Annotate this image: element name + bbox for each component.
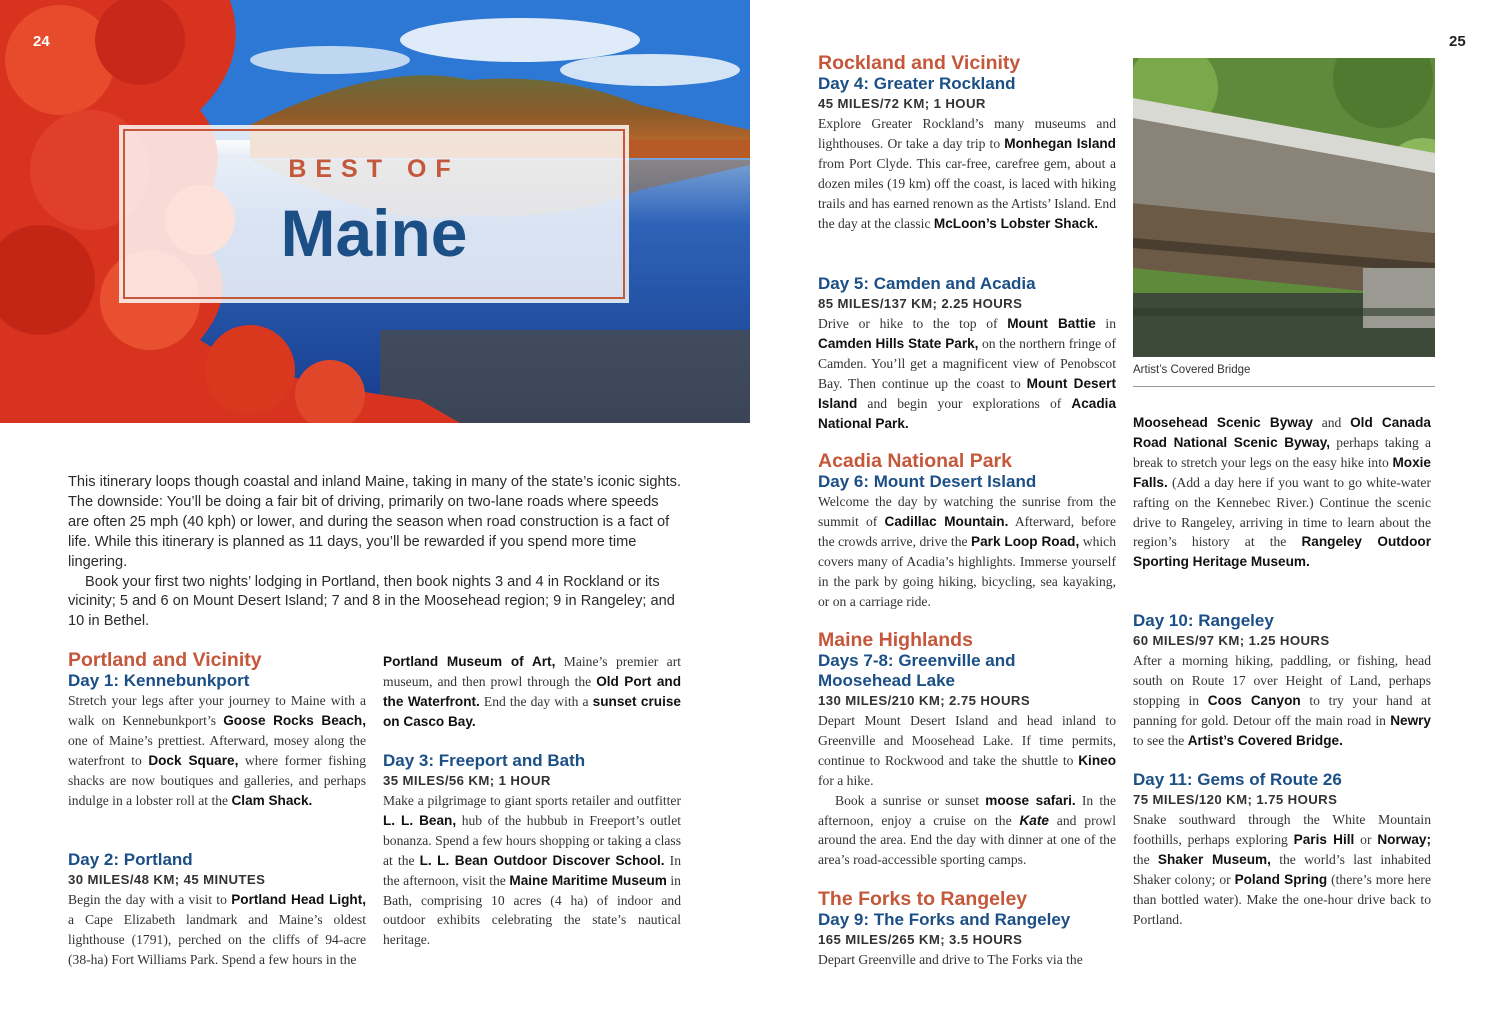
day-paragraph: Depart Greenville and drive to The Forks via the [818,952,1083,967]
title-box [119,125,629,303]
day-paragraph: Stretch your legs after your journey to Maine with a walk on Kennebunkport’s Goose Rocks Beach, one of Maine’s prettiest. Afterward, mosey along the waterfront to Dock Square, where former fishing shacks are now boutiques and galleries, and perhaps indulge in a lobster roll at the Clam Shack. [68,693,367,808]
day-heading: Moosehead Lake [818,671,955,690]
distance-time: 45 MILES/72 KM; 1 HOUR [818,96,986,111]
day-heading: Day 5: Camden and Acadia [818,274,1036,293]
hero-photo [0,0,750,423]
column-3-rockland [818,52,1116,233]
day-heading: Day 11: Gems of Route 26 [1133,770,1342,789]
cloud [400,18,640,62]
page-number-right: 25 [1449,33,1466,50]
day-paragraph: Depart Mount Desert Island and head inland to Greenville and Moosehead Lake. If time permits, continue to Rockwood and take the shuttle to Kineo for a hike. [818,713,1116,788]
covered-bridge-photo [1133,58,1435,357]
column-1 [68,649,366,810]
day-paragraph-continued: Portland Museum of Art, Maine’s premier art museum, and then prowl through the Old Port and the Waterfront. End the day with a sunset cruise on Casco Bay. [383,654,681,729]
day-heading: Day 4: Greater Rockland [818,74,1016,93]
day-paragraph: After a morning hiking, paddling, or fishing, head south on Route 17 over Height of Land, perhaps stopping in Coos Canyon to try your hand at panning for gold. Detour off the main road in Newry to see the Artist’s Covered Bridge. [1133,653,1431,748]
cloud [560,54,740,86]
region-heading: Rockland and Vicinity [818,52,1021,74]
day-heading: Days 7-8: Greenville and [818,651,1016,670]
day-heading: Day 3: Freeport and Bath [383,751,586,770]
day-paragraph: Snake southward through the White Mountain foothills, perhaps exploring Paris Hill or Norway; the Shaker Museum, the world’s last inhabited Shaker colony; or Poland Spring (there’s more here than bottled water). Make the one-hour drive back to Portland. [1133,812,1431,927]
day-paragraph: Drive or hike to the top of Mount Battie in Camden Hills State Park, on the northern fringe of Camden. You’ll get a magnificent view of Penobscot Bay. Then continue up the coast to Mount Desert Island and begin your explorations of Acadia National Park. [818,316,1116,431]
day-paragraph: Begin the day with a visit to Portland Head Light, a Cape Elizabeth landmark and Maine’s oldest lighthouse (1791), perched on the cliffs of 94-acre (38-ha) Fort Williams Park. Spend a few hours in the [68,892,367,967]
column-2-lower [383,751,681,950]
page-number-left: 24 [33,33,50,50]
region-heading: Maine Highlands [818,629,973,651]
distance-time: 165 MILES/265 KM; 3.5 HOURS [818,932,1023,947]
distance-time: 130 MILES/210 KM; 2.75 HOURS [818,693,1031,708]
column-4-day9-continued [1133,413,1431,572]
intro-paragraph: This itinerary loops though coastal and inland Maine, taking in many of the state’s iconic sights. The downside: You’ll be doing a fair bit of driving, primarily on two-lane roads where speeds are often 25 mph (40 kph) or lower, and during the season when road construction is a fact of life. While this itinerary is planned as 11 days, you’ll be rewarded if you spend more time lingering. [68,474,682,570]
day-paragraph: Book a sunrise or sunset moose safari. In the afternoon, enjoy a cruise on the Kate and prowl around the area. End the day with dinner at one of the area’s road-accessible sporting camps. [818,792,1116,868]
intro-text [68,473,683,632]
day-heading: Day 6: Mount Desert Island [818,472,1037,491]
column-4-day11 [1133,770,1431,929]
day-paragraph: Make a pilgrimage to giant sports retailer and outfitter L. L. Bean, hub of the hubbub in Freeport’s outlet bonanza. Spend a few hours shopping or taking a class at the L. L. Bean Outdoor Discover School. In the afternoon, visit the Maine Maritime Museum in Bath, comprising 10 acres (4 ha) of indoor and outdoor exhibits celebrating the state’s nautical heritage. [383,793,682,948]
region-heading: Portland and Vicinity [68,649,262,671]
distance-time: 35 MILES/56 KM; 1 HOUR [383,773,551,788]
distance-time: 30 MILES/48 KM; 45 MINUTES [68,872,266,887]
column-3-forks [818,888,1116,970]
day-heading: Day 2: Portland [68,850,193,869]
page-title: Maine [280,196,468,270]
day-paragraph: Explore Greater Rockland’s many museums and lighthouses. Or take a day trip to Monhegan Island from Port Clyde. This car-free, carefree gem, about a dozen miles (19 km) off the coast, is laced with hiking trails and has earned renown as the Artists’ Island. End the day at the classic McLoon’s Lobster Shack. [818,116,1116,231]
distance-time: 75 MILES/120 KM; 1.75 HOURS [1133,792,1338,807]
day-heading: Day 10: Rangeley [1133,611,1274,630]
distance-time: 60 MILES/97 KM; 1.25 HOURS [1133,633,1330,648]
region-heading: The Forks to Rangeley [818,888,1028,910]
covered-bridge-illustration [1133,58,1435,357]
day-heading: Day 1: Kennebunkport [68,671,250,690]
cloud [250,46,410,74]
column-1-lower [68,850,366,970]
day-heading: Day 9: The Forks and Rangeley [818,910,1071,929]
intro-paragraph: Book your first two nights’ lodging in Portland, then book nights 3 and 4 in Rockland or its vicinity; 5 and 6 on Mount Desert Island; 7 and 8 in the Moosehead region; 9 in Rangeley; and 10 in Bethel. [68,573,675,630]
day-paragraph-continued: Moosehead Scenic Byway and Old Canada Road National Scenic Byway, perhaps taking a break to stretch your legs on the easy hike into Moxie Falls. (Add a day here if you want to go white-water rafting on the Kennebec River.) Continue the scenic drive to Rangeley, arriving in time to learn about the region’s history at the Rangeley Outdoor Sporting Heritage Museum. [1133,415,1431,570]
day-paragraph: Welcome the day by watching the sunrise from the summit of Cadillac Mountain. Afterward, before the crowds arrive, drive the Park Loop Road, which covers many of Acadia’s highlights. Immerse yourself in the park by going hiking, bicycling, sea kayaking, or on a carriage ride. [818,494,1116,609]
column-3-highlands [818,629,1116,870]
column-3-acadia [818,450,1116,611]
column-3-day5 [818,274,1116,433]
title-kicker: BEST OF [288,155,460,183]
distance-time: 85 MILES/137 KM; 2.25 HOURS [818,296,1023,311]
photo-caption: Artist’s Covered Bridge [1133,364,1435,387]
column-4-day10 [1133,611,1431,751]
column-2 [383,652,681,732]
region-heading: Acadia National Park [818,450,1012,472]
